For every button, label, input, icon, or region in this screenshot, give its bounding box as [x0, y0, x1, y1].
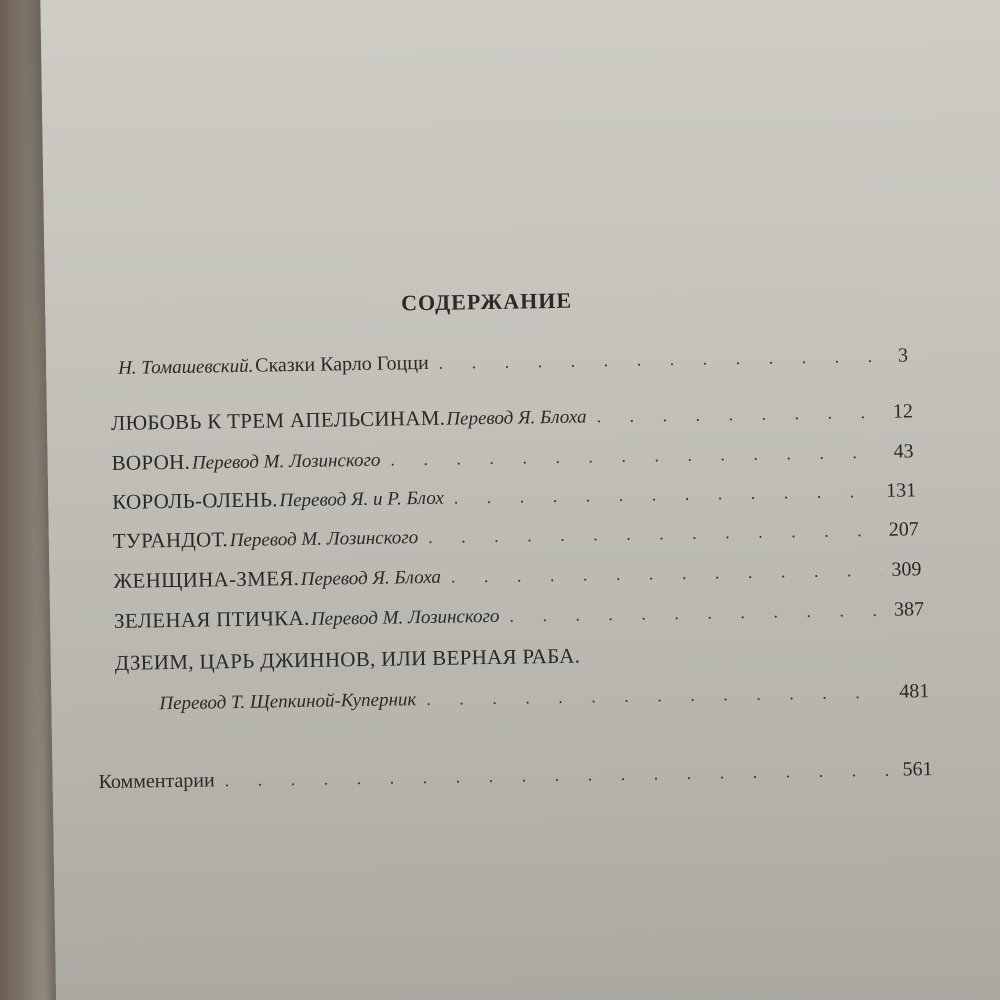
dot-leader: [596, 402, 883, 427]
toc-entry-play: [112, 477, 916, 515]
play-translator: Перевод Я. и Р. Блох: [279, 487, 444, 512]
toc-title: СОДЕРЖАНИЕ: [400, 287, 573, 316]
dot-leader: [451, 560, 882, 588]
page-number: 481: [899, 680, 930, 703]
comments-title: Комментарии: [98, 769, 215, 794]
toc-entry-play-translator-line: [159, 680, 929, 715]
play-title: ВОРОН.: [111, 449, 191, 475]
dot-leader: [439, 346, 889, 374]
play-translator: Перевод М. Лозинского: [310, 605, 500, 630]
play-translator: Перевод М. Лозинского: [191, 449, 381, 474]
play-title: ЗЕЛЕНАЯ ПТИЧКА.: [113, 605, 310, 633]
page-number: 131: [885, 479, 917, 502]
page-number: 309: [891, 558, 922, 581]
page-number: 387: [893, 598, 925, 621]
toc-entry-play: [111, 438, 913, 476]
toc-entry-comments: [98, 758, 932, 794]
dot-leader: [390, 442, 883, 471]
play-title: ЛЮБОВЬ К ТРЕМ АПЕЛЬСИНАМ.: [110, 405, 446, 435]
page-number: 207: [888, 518, 919, 541]
page-number: 3: [897, 344, 909, 367]
play-translator: Перевод Т. Щепкиной-Куперник: [159, 689, 417, 715]
page-number: 561: [902, 758, 933, 781]
dot-leader: [454, 481, 877, 509]
play-title: ДЗЕИМ, ЦАРЬ ДЖИННОВ, ИЛИ ВЕРНАЯ РАБА.: [114, 643, 581, 675]
play-translator: Перевод Я. Блоха: [300, 566, 442, 590]
toc-entry-play-title-line: [115, 644, 581, 676]
toc-entry-play: [113, 556, 921, 594]
toc-entry-intro: [118, 344, 908, 379]
toc-entry-play: [114, 596, 924, 634]
intro-author: Н. Томашевский.: [117, 355, 254, 379]
dot-leader: [509, 600, 884, 627]
dot-leader: [426, 682, 889, 710]
dot-leader: [225, 760, 893, 791]
page-number: 12: [892, 400, 914, 423]
play-translator: Перевод М. Лозинского: [229, 527, 419, 552]
play-title: ЖЕНЩИНА-ЗМЕЯ.: [113, 566, 300, 593]
page-number: 43: [893, 440, 914, 463]
dot-leader: [428, 520, 879, 548]
play-translator: Перевод Я. Блоха: [446, 406, 587, 430]
toc-entry-play: [113, 516, 919, 554]
play-title: КОРОЛЬ-ОЛЕНЬ.: [112, 487, 278, 514]
intro-title: Сказки Карло Гоцци: [254, 351, 429, 377]
book-page: [40, 0, 1000, 1000]
toc-entry-play: [111, 398, 913, 436]
play-title: ТУРАНДОТ.: [112, 527, 229, 553]
